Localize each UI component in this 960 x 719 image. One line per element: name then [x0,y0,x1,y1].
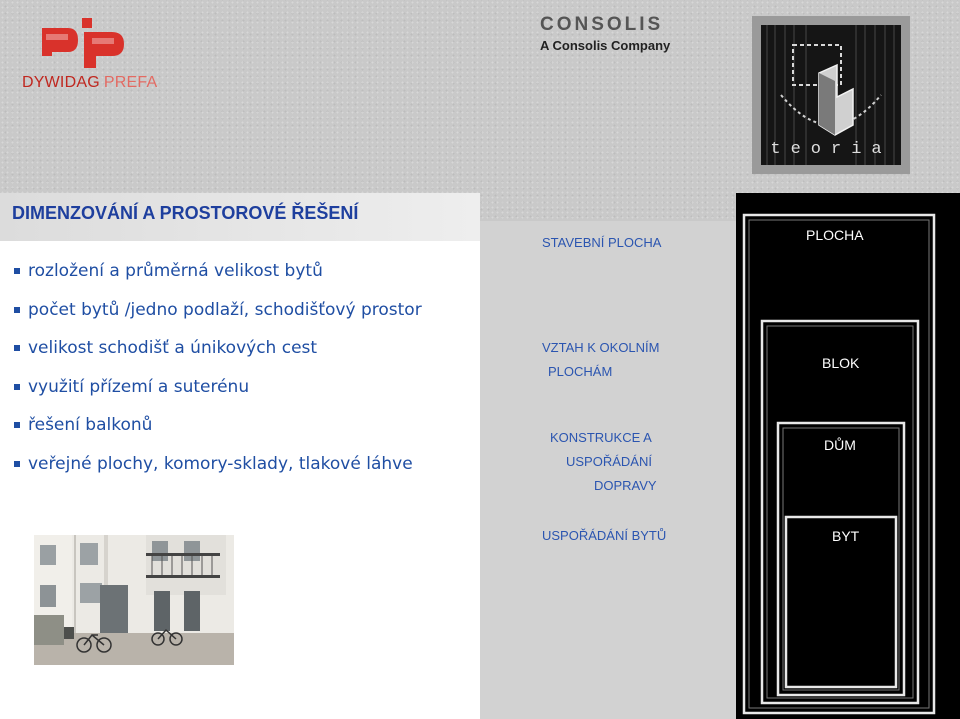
right-label-panel [480,221,736,719]
nested-rectangles [736,193,960,719]
teoria-wordmark: teoria [770,140,892,159]
bullet-item: velikost schodišť a únikových cest [14,338,422,377]
bullet-item: veřejné plochy, komory-sklady, tlakové láhve [14,454,422,493]
diagram-label-blok: BLOK [822,355,860,371]
dywidag-prefa-brand: DYWIDAG PREFA [22,74,158,91]
diagram-label-byt: BYT [832,528,860,544]
teoria-logo-image [761,25,901,165]
consolis-company-tagline: A Consolis Company [540,38,671,53]
label-konstrukce-line1: KONSTRUKCE A [550,430,652,445]
page-title: DIMENZOVÁNÍ A PROSTOROVÉ ŘEŠENÍ [12,203,359,223]
rect-dum [778,423,904,695]
bullet-item: využití přízemí a suterénu [14,377,422,416]
bullet-list [14,261,422,492]
bullet-item: řešení balkonů [14,415,422,454]
building-photo [34,535,234,665]
label-konstrukce-line2: USPOŘÁDÁNÍ [566,454,652,469]
label-konstrukce-line3: DOPRAVY [594,478,657,493]
label-stavebni-plocha: STAVEBNÍ PLOCHA [542,235,662,250]
nested-scale-diagram [736,193,960,719]
diagram-label-plocha: PLOCHA [806,227,864,243]
diagram-label-dum: DŮM [824,437,856,453]
bullet-item: počet bytů /jedno podlaží, schodišťový prostor [14,300,422,339]
label-vztah-line1: VZTAH K OKOLNÍM [542,340,660,355]
label-usporadani-bytu: USPOŘÁDÁNÍ BYTŮ [542,528,667,543]
label-vztah-line2: PLOCHÁM [548,364,613,379]
rect-plocha [744,215,934,713]
teoria-logo [752,16,910,174]
dywidag-dp-logo [38,18,130,70]
consolis-logo-word: CONSOLIS [540,14,664,35]
bullet-item: rozložení a průměrná velikost bytů [14,261,422,300]
